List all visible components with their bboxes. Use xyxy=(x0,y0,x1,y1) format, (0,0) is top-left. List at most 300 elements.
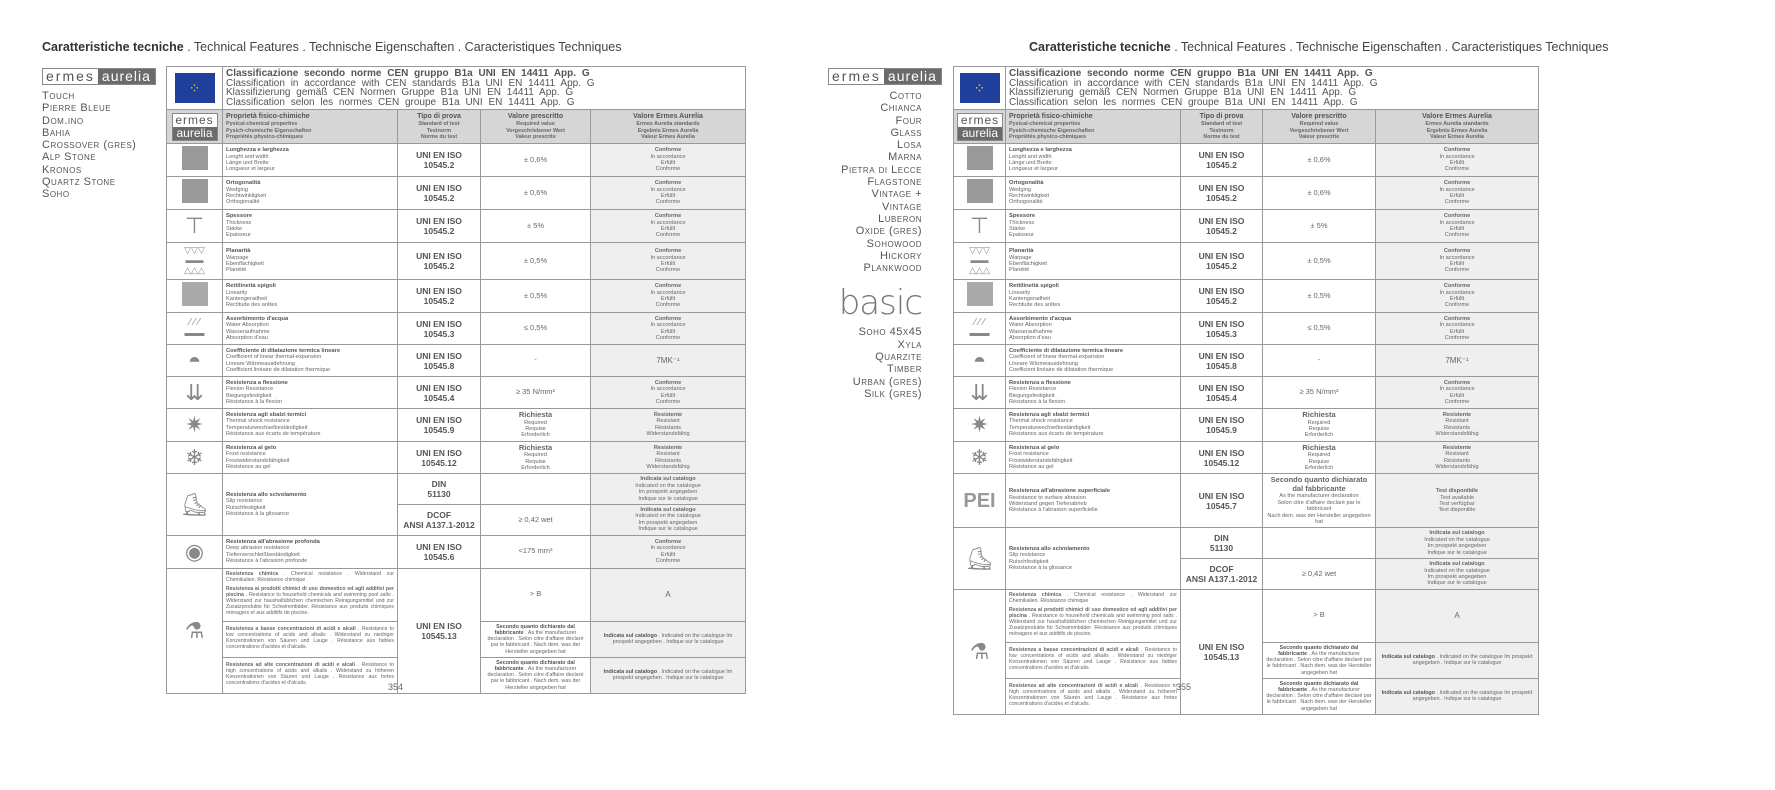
property-line: Water Absorption xyxy=(1009,322,1052,329)
page-number-right: 355 xyxy=(1176,682,1192,692)
classification-line: Klassifizierung gemäß CEN Normen Gruppe B1a UNI EN 14411 App. G xyxy=(226,87,574,98)
property-line: Assorbimento d'acqua xyxy=(226,315,289,322)
property-line: Resistenza al gelo xyxy=(226,444,277,451)
value-line: Erfüllt xyxy=(1449,193,1465,199)
property-name xyxy=(1006,210,1181,243)
required-value xyxy=(481,177,591,210)
value-line: ± 0,5% xyxy=(1307,255,1331,265)
value-line: Erfüllt xyxy=(1449,392,1465,399)
ermes-value xyxy=(1376,210,1539,243)
test-line: 10545.8 xyxy=(423,360,455,371)
value-line: In accordance xyxy=(650,289,686,296)
value-bold: Resistente xyxy=(1442,444,1472,451)
test-line: 10545.4 xyxy=(423,392,455,403)
ermes-value xyxy=(1376,280,1539,313)
table-row-thickness xyxy=(167,210,746,243)
value-line: ± 5% xyxy=(1310,220,1328,230)
test-line: UNI EN ISO xyxy=(416,350,462,361)
test-standard xyxy=(1181,409,1263,442)
test-line: UNI EN ISO xyxy=(1198,350,1245,361)
property-name xyxy=(1006,642,1181,678)
value-line: Erforderlich xyxy=(1304,465,1334,472)
eu-flag-icon: ⁘ xyxy=(960,73,1000,103)
test-line: UNI EN ISO xyxy=(1198,382,1245,393)
table-row-water xyxy=(954,313,1539,345)
test-standard xyxy=(1181,528,1263,559)
value-big: 7MK⁻¹ xyxy=(656,356,680,365)
slip-shoe-icon: ⛸ xyxy=(954,528,1006,589)
required-value xyxy=(1263,280,1376,313)
value-line: Erfüllt xyxy=(660,261,676,267)
product-list-right xyxy=(839,90,922,400)
header-line: Tipo di prova xyxy=(417,112,461,120)
table-row-chemical xyxy=(167,568,746,621)
product-list-left xyxy=(42,90,136,201)
ermes-value: A xyxy=(1376,589,1539,642)
value-line: Erfüllt xyxy=(1449,261,1465,267)
test-standard xyxy=(1181,377,1263,409)
value-line: Resistant xyxy=(1445,451,1469,458)
header-line: Standard of test xyxy=(418,121,460,128)
wedging-icon xyxy=(954,177,1006,210)
test-line: 10545.6 xyxy=(423,551,455,562)
value-line: Conforme xyxy=(1444,199,1470,206)
required-value xyxy=(481,505,591,536)
eu-flag-cell xyxy=(167,67,223,110)
test-line: 10545.9 xyxy=(1206,424,1237,435)
req-text: . As the manufacturer declaration . Selon citre d'affaire declaré par le fabbricant . Nach dem. was der Hersteller angegeben hat xyxy=(487,629,584,655)
part-text: . Resistance to high concentrations of acids and alkalis . Widerstand zu höheren Konzentrationen von Säuren und Lauge . Résistance aux fortes concentrations d'acides et d'alcalis. xyxy=(226,661,394,686)
value-line: Required xyxy=(1307,419,1331,426)
property-name xyxy=(1006,441,1181,474)
ermes-value xyxy=(1376,313,1539,345)
test-line: UNI EN ISO xyxy=(416,251,462,261)
property-line: Deep abrasion resistance xyxy=(226,545,290,552)
value-line: ≥ 35 N/mm² xyxy=(515,387,556,397)
header-line: Valore prescritto xyxy=(1291,112,1347,120)
logo-ermes: ermes xyxy=(43,69,98,84)
value-line: In accordance xyxy=(1439,386,1475,393)
value-line: In accordance xyxy=(1439,322,1475,329)
table-row-deep_abrasion xyxy=(167,535,746,568)
value-bold: Conforme xyxy=(1443,213,1471,220)
test-line: DIN xyxy=(431,479,447,490)
value-line: Im prospekt angegeben xyxy=(1427,543,1487,550)
property-line: Slip resistance xyxy=(1009,552,1046,559)
property-line: Wasseraufnahme xyxy=(1009,328,1053,335)
required-value xyxy=(481,243,591,280)
required-value xyxy=(481,313,591,345)
property-line: Coefficient linéaire de dilatation thermique xyxy=(1009,366,1114,373)
ermes-value xyxy=(591,441,746,474)
intro-bold: Resistenza chimica xyxy=(226,570,279,577)
ermes-value xyxy=(591,621,746,657)
property-line: Resistenza all'abrasione superficiale xyxy=(1009,488,1110,495)
required-value xyxy=(481,144,591,177)
property-line: Orthogonalité xyxy=(1009,199,1043,206)
property-line: Lenght and width xyxy=(1009,153,1052,160)
product-name: Luberon xyxy=(878,212,922,225)
value-line: ± 0,6% xyxy=(1307,187,1331,197)
ermes-aurelia-logo xyxy=(828,68,942,85)
test-standard xyxy=(398,474,481,505)
ermes-value xyxy=(591,243,746,280)
value-line: ± 5% xyxy=(526,220,545,230)
part-text: . Resistance to low concentrations of acids and alkalis . Widerstand zu niedriger Konzentrationen von Säuren und Lauge . Résistance aux faibles concentrations d'acides et d'alcalis. xyxy=(1009,646,1177,671)
property-line: Coefficiente di dilatazione termica lineare xyxy=(1009,347,1124,354)
property-line: Temperaturwechselbeständigkeit xyxy=(1009,424,1091,431)
value-line: Indicated on the catalogue xyxy=(635,482,701,489)
property-line: Länge und Breite xyxy=(1009,160,1052,166)
property-line: Planéité xyxy=(226,267,247,274)
test-standard xyxy=(1181,559,1263,590)
value-line: ± 0,5% xyxy=(523,290,548,300)
value-line: Im prospekt angegeben xyxy=(638,489,698,496)
required-value xyxy=(1263,144,1376,177)
property-line: Résistance au gel xyxy=(226,463,271,470)
test-line: UNI EN ISO xyxy=(1198,641,1245,652)
property-line: Ebenflächigkeit xyxy=(1009,261,1047,267)
test-line: 10545.4 xyxy=(1206,392,1237,403)
table-row-frost xyxy=(954,441,1539,474)
test-standard xyxy=(398,568,481,693)
property-name xyxy=(223,345,398,377)
product-name: Xyla xyxy=(897,338,922,351)
product-name: Chianca xyxy=(880,102,922,115)
value-line: In accordance xyxy=(650,219,686,226)
property-name xyxy=(1006,589,1181,642)
value-line: In accordance xyxy=(650,322,686,329)
eu-flag-cell xyxy=(954,67,1006,110)
ermes-value xyxy=(591,535,746,568)
product-name: Pietra di Lecce xyxy=(841,163,922,176)
part-bold: Resistenza ai prodotti chimici di uso domestico ed agli additivi per piscina xyxy=(226,585,394,598)
chemical-part xyxy=(1009,647,1177,671)
header-value xyxy=(591,110,746,144)
chemical-part xyxy=(1009,607,1177,637)
property-name xyxy=(1006,528,1181,589)
value-line: Erfüllt xyxy=(660,392,676,399)
test-line: UNI EN ISO xyxy=(1198,447,1245,458)
ermes-value xyxy=(591,345,746,377)
property-line: Résistance à la glissance xyxy=(226,510,290,517)
property-line: Longueur et largeur xyxy=(1009,166,1058,173)
linearity-square-icon xyxy=(167,280,223,313)
value-line: Requise xyxy=(525,458,546,465)
header-line: Norme du test xyxy=(420,133,458,140)
product-name: Bahia xyxy=(42,126,71,139)
test-line: 51130 xyxy=(1209,543,1234,554)
value-bold: Conforme xyxy=(1443,147,1471,154)
logo-text: aurelia xyxy=(958,127,1002,140)
value-bold: Resistente xyxy=(653,444,683,451)
value-line: - xyxy=(1317,355,1321,365)
ermes-value xyxy=(591,313,746,345)
value-bold: Resistente xyxy=(653,412,683,419)
classification-cell xyxy=(223,67,746,110)
classification-line: Classificazione secondo norme CEN gruppo B1a UNI EN 14411 App. G xyxy=(1009,68,1373,79)
value-line: Conforme xyxy=(655,199,681,206)
test-line: UNI EN ISO xyxy=(1198,150,1245,160)
ermes-value xyxy=(591,280,746,313)
req-text: . As the manufacturer declaration . Selon citre d'affaire declaré par le fabbricant . Nach dem. was der Hersteller angegeben hat xyxy=(1266,686,1372,712)
property-line: Longueur et largeur xyxy=(226,166,275,173)
property-line: Stärke xyxy=(1009,226,1026,232)
value-line: Résistants xyxy=(654,424,682,431)
ermes-value xyxy=(591,210,746,243)
value-line: Widerstandsfähig xyxy=(646,431,690,438)
part-text: . Resistance to household chemicals and swimming pool salts . Widerstand zur haushaltüblichen chemischen Reinigungsmittel und zur Zusatzprodukte für Schwimmbäder. Résistance aux produits chimiques ménagers et aux additifs de piscine. xyxy=(226,591,394,616)
value-line: Test disponible xyxy=(1438,507,1476,514)
header-line: Valeur Ermes Aurelia xyxy=(641,133,695,140)
logo-text: ermes xyxy=(173,114,217,127)
water-drops-icon: ⁄ ⁄ ⁄ ▬▬ xyxy=(954,313,1006,345)
property-line: Résistance au gel xyxy=(1009,463,1054,470)
property-line: Kantengeradheit xyxy=(1009,296,1051,302)
classification-cell xyxy=(1006,67,1539,110)
value-line: Requise xyxy=(1308,425,1330,432)
property-line: Planéité xyxy=(1009,267,1030,274)
header-line: Valeur prescrite xyxy=(1298,133,1340,140)
value-line: Conforme xyxy=(655,558,681,565)
property-name xyxy=(223,474,398,535)
test-standard xyxy=(398,377,481,409)
intro-bold: Resistenza chimica xyxy=(1009,591,1062,598)
val-text: . Indicated on the catalogue Im prospekt angegeben . Indique sur le catalogue xyxy=(612,632,733,646)
property-line: Résistance à l'abrasion superficielle xyxy=(1009,507,1098,514)
product-name: Vintage xyxy=(881,200,922,213)
warpage-icon: ▽▽▽ ▬▬ △△△ xyxy=(167,243,223,280)
value-line: ≥ 0,42 wet xyxy=(518,514,553,524)
value-bold: Conforme xyxy=(1443,248,1471,255)
test-line: 10545.9 xyxy=(423,424,455,435)
part-bold: Resistenza ai prodotti chimici di uso domestico ed agli additivi per piscina xyxy=(1009,606,1177,619)
product-name: Glass xyxy=(890,126,922,139)
ermes-value xyxy=(1376,177,1539,210)
wedging-icon xyxy=(167,177,223,210)
product-name: Hickory xyxy=(880,249,922,262)
property-line: Wedging xyxy=(1009,186,1031,193)
property-line: Résistance aux écarts de température xyxy=(226,431,321,438)
logo-aurelia: aurelia xyxy=(98,69,155,84)
test-line: UNI EN ISO xyxy=(416,286,462,296)
ermes-value xyxy=(1376,409,1539,442)
header-line: Pysich-chemische Eigenschaften xyxy=(1009,127,1095,134)
deep-abrasion-icon: ◉ xyxy=(167,535,223,568)
header-property xyxy=(1006,110,1181,144)
value-line: Resistant xyxy=(1445,418,1469,425)
required-value xyxy=(481,409,591,442)
water-drops-icon: ⁄ ⁄ ⁄ ▬▬ xyxy=(167,313,223,345)
value-line: In accordance xyxy=(1439,153,1475,160)
chemical-part xyxy=(226,586,394,616)
header-line: Norme du test xyxy=(1203,133,1240,140)
value-line: ≥ 0,42 wet xyxy=(1301,568,1337,578)
test-line: UNI EN ISO xyxy=(416,414,462,425)
table-row-frost xyxy=(167,441,746,474)
value-line: Conforme xyxy=(1444,302,1470,309)
ermes-value xyxy=(591,377,746,409)
spec-table-right xyxy=(953,66,1539,715)
thermal-expansion-icon: ◓ xyxy=(167,345,223,377)
property-line: Resistenza agli sbalzi termici xyxy=(226,412,307,419)
property-line: Ortogonalità xyxy=(226,180,261,187)
value-line: Conforme xyxy=(1444,334,1470,341)
value-bold: Conforme xyxy=(1443,379,1471,386)
ermes-value xyxy=(591,474,746,505)
val-bold: Indicata sul catalogo xyxy=(603,632,658,639)
eu-flag-icon: ⁘ xyxy=(175,73,215,103)
value-line: Requise xyxy=(525,425,546,432)
test-line: 10545.2 xyxy=(1206,160,1237,170)
test-standard xyxy=(398,177,481,210)
value-line: ≥ 35 N/mm² xyxy=(1299,387,1339,397)
required-value xyxy=(1263,441,1376,474)
value-line: Erfüllt xyxy=(660,328,676,335)
test-line: 10545.2 xyxy=(423,261,455,271)
property-line: Epaisseur xyxy=(1009,232,1034,239)
test-standard xyxy=(1181,474,1263,528)
test-line: 10545.2 xyxy=(1206,193,1237,203)
property-line: Lineare Wärmeausdehnung xyxy=(1009,360,1079,367)
value-line: Indique sur le catalogue xyxy=(638,526,698,533)
test-line: 10545.2 xyxy=(1206,296,1237,306)
product-name: Kronos xyxy=(42,163,82,176)
classification-line: Classificazione secondo norme CEN gruppo B1a UNI EN 14411 App. G xyxy=(226,68,590,79)
product-name: Quartz Stone xyxy=(42,176,116,189)
property-line: Lunghezza e larghezza xyxy=(1009,147,1072,154)
value-bold: Richiesta xyxy=(1302,442,1336,452)
header-test xyxy=(1181,110,1263,144)
value-line: ≤ 0,5% xyxy=(523,323,548,333)
test-standard xyxy=(1181,243,1263,280)
property-line: Resistenza a flessione xyxy=(1009,379,1071,386)
header-line: Standard of test xyxy=(1200,121,1243,128)
value-line: Conforme xyxy=(655,166,681,173)
title-rest: . Technical Features . Technische Eigenschaften . Caracteristiques Techniques xyxy=(1170,40,1609,54)
thermal-shock-icon: ✷ xyxy=(167,409,223,442)
property-line: Water Absorption xyxy=(226,322,269,329)
value-line: Indique sur le catalogue xyxy=(1427,549,1487,556)
header-line: Valeur prescrite xyxy=(515,133,556,140)
test-standard xyxy=(398,280,481,313)
header-line: Vorgeschriebener Wert xyxy=(506,127,565,134)
property-line: Ortogonalità xyxy=(1009,180,1044,187)
logo-text: aurelia xyxy=(173,127,217,140)
required-value xyxy=(481,621,591,657)
value-line: ± 0,6% xyxy=(1307,154,1331,164)
property-name xyxy=(223,621,398,657)
table-row-length xyxy=(167,144,746,177)
value-line: In accordance xyxy=(650,254,686,261)
header-line: Proprietà fisico-chimiche xyxy=(226,112,310,120)
property-line: Thickness xyxy=(226,219,252,226)
classification-line: Klassifizierung gemäß CEN Normen Gruppe B1a UNI EN 14411 App. G xyxy=(1009,87,1357,98)
table-row-linearity xyxy=(954,280,1539,313)
value-line: Résistants xyxy=(1443,457,1471,464)
required-value xyxy=(481,535,591,568)
product-name: Four xyxy=(895,114,922,127)
value-line: Resistant xyxy=(656,451,680,458)
product-name: Silk (gres) xyxy=(864,387,922,400)
ermes-aurelia-logo xyxy=(42,68,156,85)
property-line: Resistenza allo scivolamento xyxy=(1009,545,1090,552)
value-line: Indicated on the catalogue xyxy=(1424,567,1490,574)
property-line: Coefficiente di dilatazione termica lineare xyxy=(226,347,341,354)
property-line: Résistance à la glissance xyxy=(1009,565,1073,571)
thickness-caliper-icon: ⊤ xyxy=(167,210,223,243)
property-line: Frost resistance xyxy=(1009,451,1049,458)
test-line: UNI EN ISO xyxy=(416,150,462,160)
table-row-chemical xyxy=(954,589,1539,642)
value-line: Erfüllt xyxy=(1449,226,1465,232)
test-standard xyxy=(1181,589,1263,714)
ermes-value xyxy=(1376,345,1539,377)
test-line: 10545.13 xyxy=(421,630,457,641)
table-row-water xyxy=(167,313,746,345)
table-row-thermal_exp xyxy=(167,345,746,377)
value-bold: Test disponibile xyxy=(1435,488,1479,495)
test-standard xyxy=(398,243,481,280)
value-line: Conforme xyxy=(655,302,681,309)
property-line: Widerstand gegen Tiefenabrieb xyxy=(1009,500,1087,507)
ermes-aurelia-logo xyxy=(957,113,1003,141)
value-line: In accordance xyxy=(650,545,686,552)
value-line: Erfüllt xyxy=(1449,296,1465,302)
test-line: ANSI A137.1-2012 xyxy=(1185,573,1258,584)
required-value xyxy=(1263,243,1376,280)
header-required xyxy=(481,110,591,144)
value-line: In accordance xyxy=(1439,254,1475,261)
thermal-shock-icon: ✷ xyxy=(954,409,1006,442)
value-line: In accordance xyxy=(650,153,686,160)
property-line: Wedging xyxy=(226,186,248,193)
product-name: Losa xyxy=(896,139,922,152)
test-line: 10545.2 xyxy=(423,160,455,170)
test-line: DIN xyxy=(1214,533,1229,544)
property-line: Résistance à la flexion xyxy=(226,398,282,405)
ermes-value xyxy=(1376,144,1539,177)
property-line: Frostwiderstandsfähigkeit xyxy=(1009,457,1073,464)
part-bold: Resistenza a basse concentrazioni di acidi e alcali xyxy=(1009,646,1139,653)
basic-logo: basic xyxy=(838,283,922,324)
flask-icon: ⚗ xyxy=(167,568,223,693)
header-line: Tipo di prova xyxy=(1199,112,1244,120)
header-line: Pysich-chemische Eigenschaften xyxy=(226,127,312,134)
property-line: Rechtwinkligkeit xyxy=(1009,193,1050,199)
flask-icon: ⚗ xyxy=(954,589,1006,714)
req-bold: Secondo quanto dichiarato dal fabbricante xyxy=(1278,680,1359,693)
table-row-warpage xyxy=(167,243,746,280)
part-text: . Resistance to household chemicals and swimming pool salts . Widerstand zur haushaltüblichen chemischen Reinigungsmittel und zur Zusatzprodukte für Schwimmbäder. Résistance aux produits chimiques ménagers et aux additifs de piscine. xyxy=(1009,612,1177,637)
value-line: Widerstandsfähig xyxy=(1435,431,1479,438)
property-line: Thickness xyxy=(1009,219,1035,226)
test-line: UNI EN ISO xyxy=(1198,251,1245,261)
header-logo-cell xyxy=(954,110,1006,144)
test-standard xyxy=(1181,441,1263,474)
required-value xyxy=(1263,345,1376,377)
property-name xyxy=(223,657,398,693)
product-name: Alp Stone xyxy=(42,151,97,164)
chemical-intro xyxy=(226,571,394,583)
header-line: Propriétés physico-chimiques xyxy=(1009,133,1086,140)
required-value xyxy=(1263,210,1376,243)
property-line: Stärke xyxy=(226,226,243,232)
value-line: Widerstandsfähig xyxy=(646,463,690,470)
ermes-value xyxy=(1376,678,1539,714)
property-line: Rutschfestigkeit xyxy=(1009,558,1049,565)
test-line: UNI EN ISO xyxy=(416,620,462,631)
